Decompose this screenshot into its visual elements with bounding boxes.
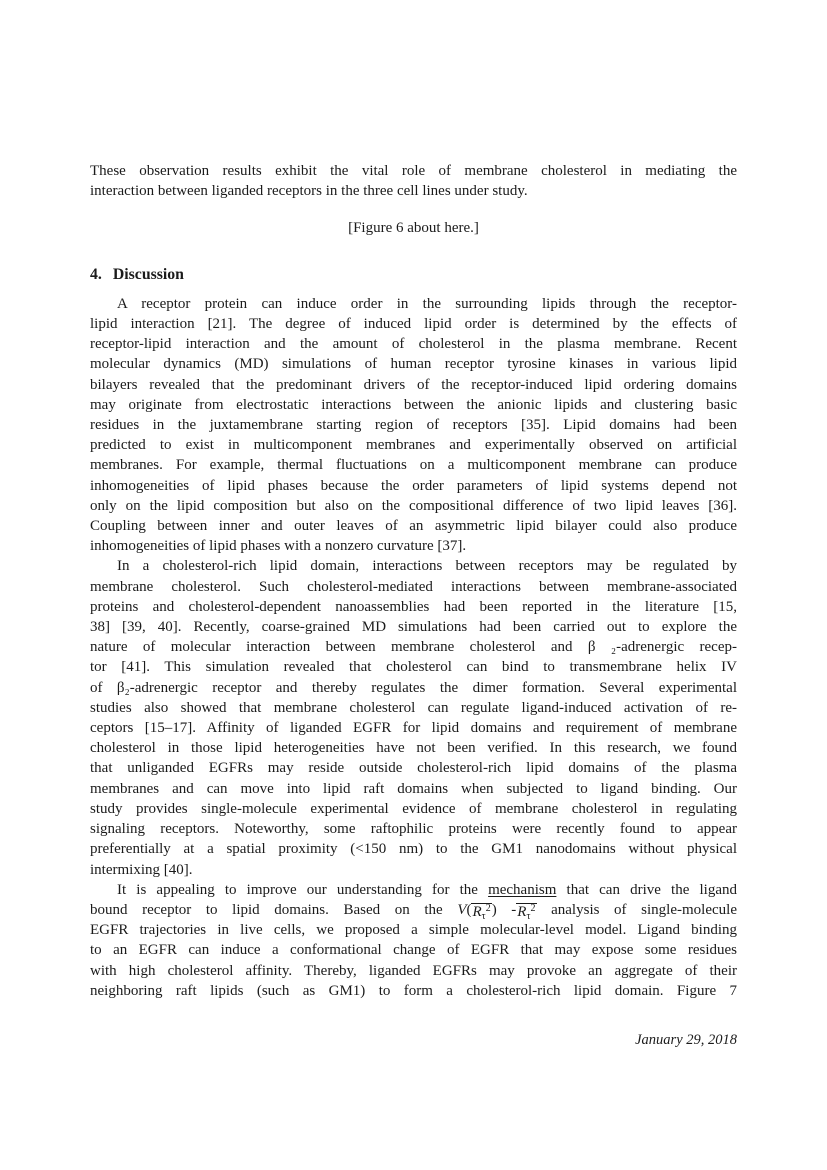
figure-placeholder: [Figure 6 about here.]	[348, 220, 479, 237]
text-line-formula	[90, 900, 737, 920]
text-line: ceptors [15–17]. Affinity of liganded EGFR for lipid domains and requirement of membrane	[90, 720, 737, 737]
text-line: that unliganded EGFRs may reside outside cholesterol-rich lipid domains of the plasma	[90, 760, 737, 777]
math-superscript-two: 2	[530, 902, 536, 914]
math-overline-term	[516, 903, 536, 920]
text-line: inhomogeneities of lipid phases because the order parameters of lipid systems depend not	[90, 477, 737, 494]
text-line: tor [41]. This simulation revealed that cholesterol can bind to transmembrane helix IV	[90, 659, 737, 676]
text-line: membranes and can move into lipid raft domains when subjected to ligand binding. Our	[90, 780, 737, 797]
text-segment: analysis of single-molecule	[536, 901, 737, 918]
text-line: inhomogeneities of lipid phases with a nonzero curvature [37].	[90, 538, 467, 555]
text-line: bilayers revealed that the predominant drivers of the receptor-induced lipid ordering domains	[90, 376, 737, 393]
math-variable-r: R	[517, 903, 527, 920]
text-line: In a cholesterol-rich lipid domain, interactions between receptors may be regulated by	[117, 558, 737, 575]
section-number: 4.	[90, 265, 102, 283]
text-segment: that can drive the ligand	[556, 881, 737, 898]
text-line: 38] [39, 40]. Recently, coarse-grained MD simulations had been carried out to explore the	[90, 619, 737, 636]
text-line: membrane cholesterol. Such cholesterol-mediated interactions between membrane-associated	[90, 578, 737, 595]
section-heading	[90, 265, 737, 285]
underlined-word: mechanism	[488, 881, 557, 898]
paragraph-3	[90, 880, 737, 1001]
text-line: signaling receptors. Noteworthy, some raftophilic proteins were recently found to appear	[90, 821, 737, 838]
text-line: These observation results exhibit the vital role of membrane cholesterol in mediating the	[90, 163, 737, 179]
math-variable-r: R	[472, 903, 482, 920]
text-line: to an EGFR can induce a conformational change of EGFR that may expose some residues	[90, 942, 737, 959]
text-line: residues in the juxtamembrane starting region of receptors [35]. Lipid domains had been	[90, 417, 737, 434]
text-line: predicted to exist in multicomponent membranes and experimentally observed on artificial	[90, 437, 737, 454]
paragraph-2	[90, 556, 737, 879]
math-variable-v: V	[457, 901, 467, 918]
text-line: membranes. For example, thermal fluctuations on a multicomponent membrane can produce	[90, 457, 737, 474]
text-line: receptor-lipid interaction and the amount of cholesterol in the plasma membrane. Recent	[90, 336, 737, 353]
text-segment: It is appealing to improve our understanding for the	[117, 881, 489, 898]
text-line: preferentially at a spatial proximity (<150 nm) to the GM1 nanodomains without physical	[90, 841, 737, 858]
text-line	[90, 880, 737, 900]
text-line: lipid interaction [21]. The degree of induced lipid order is determined by the effects of	[90, 316, 737, 333]
text-line: neighboring raft lipids (such as GM1) to form a cholesterol-rich lipid domain. Figure 7	[90, 982, 737, 999]
math-paren: (	[466, 901, 472, 918]
text-segment: bound receptor to lipid domains. Based on the	[90, 901, 458, 918]
text-line: study provides single-molecule experimental evidence of membrane cholesterol in regulating	[90, 800, 737, 817]
text-line: A receptor protein can induce order in the surrounding lipids through the receptor-	[117, 295, 737, 312]
text-line: intermixing [40].	[90, 861, 193, 878]
math-subscript-tau: τ	[481, 910, 486, 922]
text-line: Coupling between inner and outer leaves of an asymmetric lipid bilayer could also produce	[90, 518, 737, 535]
math-overline-term	[471, 903, 491, 920]
text-line: cholesterol in those lipid heterogeneities have not been verified. In this research, we found	[90, 740, 737, 757]
math-superscript-two: 2	[485, 902, 491, 914]
paragraph-3-rest	[90, 920, 737, 1001]
text-line: of β₂-adrenergic receptor and thereby regulates the dimer formation. Several experimental	[90, 679, 737, 696]
paragraph-1	[90, 294, 737, 557]
text-line: proteins and cholesterol-dependent nanoassemblies had been reported in the literature [15,	[90, 598, 737, 615]
text-line: may originate from electrostatic interactions between the anionic lipids and clustering basic	[90, 396, 737, 413]
math-subscript-tau: τ	[526, 910, 531, 922]
text-line: EGFR trajectories in live cells, we proposed a simple molecular-level model. Ligand binding	[90, 922, 737, 939]
text-line: molecular dynamics (MD) simulations of human receptor tyrosine kinases in various lipid	[90, 356, 737, 373]
text-line: interaction between liganded receptors in the three cell lines under study.	[90, 183, 528, 200]
math-operator: ) -	[491, 901, 517, 918]
section-title: Discussion	[112, 265, 184, 283]
intro-paragraph	[90, 161, 737, 201]
footer-date: January 29, 2018	[635, 1031, 737, 1048]
text-block	[90, 161, 737, 1050]
text-line: studies also showed that membrane cholesterol can regulate ligand-induced activation of re-	[90, 699, 737, 716]
text-line: with high cholesterol affinity. Thereby, liganded EGFRs may provoke an aggregate of their	[90, 962, 737, 979]
text-line: only on the lipid composition but also on the compositional difference of two lipid leaves [36].	[90, 497, 737, 514]
text-line: nature of molecular interaction between membrane cholesterol and β ₂-adrenergic recep-	[90, 639, 737, 656]
